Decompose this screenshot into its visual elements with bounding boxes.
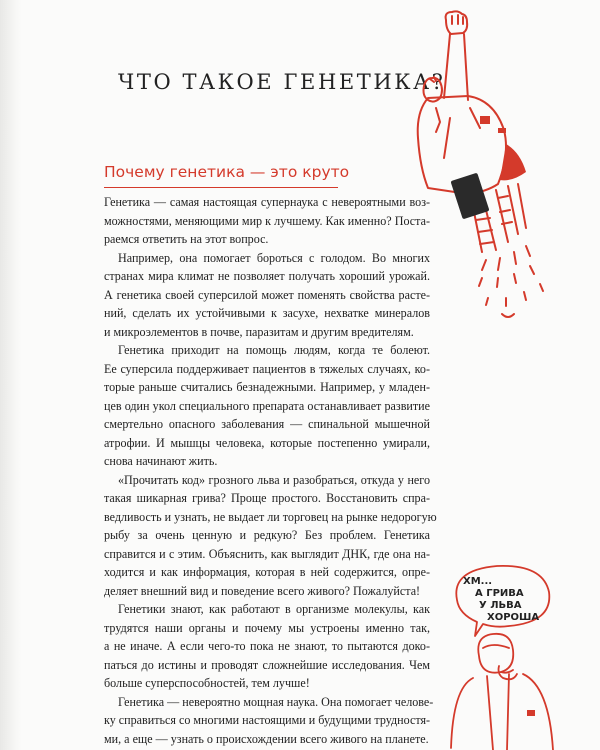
body-paragraph [104, 249, 430, 342]
thinking-man-illustration [443, 560, 568, 750]
text-line: Ее суперсила поддерживает пациентов в тяжелых случаях, ко- [104, 361, 430, 376]
text-line: ходится и как информация, которая в ней содержится, опре- [104, 565, 430, 579]
text-line: справится и с этим. Объяснить, как выглядит ДНК, где она на- [104, 546, 430, 561]
text-line: ний, сделать их устойчивыми к засухе, нехватке минералов [104, 306, 430, 320]
page-title: ЧТО ТАКОЕ ГЕНЕТИКА? [118, 70, 446, 94]
text-line: больше суперспособностей, тем лучше! [104, 676, 310, 690]
text-line: Генетика — самая настоящая супернаука с невероятными воз- [104, 195, 430, 209]
body-paragraph [104, 193, 430, 249]
heading-underline [104, 187, 338, 188]
text-line: атрофии. И мышцы человека, которые постепенно умирали, [104, 435, 430, 450]
text-line: а не иначе. А если чего-то пока не знают, то пытаются доко- [104, 639, 430, 653]
svg-text:А ГРИВА: А ГРИВА [475, 588, 524, 599]
text-line: ми, а еще — узнать о происхождении всего живого на планете. [104, 731, 429, 746]
text-line: цев один укол специального препарата останавливает развитие [104, 398, 430, 413]
text-line: и микроэлементов в почве, паразитам и другим вредителям. [104, 324, 414, 339]
body-paragraph [104, 471, 437, 601]
text-line: можностями, меняющими мир к лучшему. Как именно? Поста- [104, 213, 430, 228]
body-paragraph [104, 693, 434, 749]
text-line: снова начинают жить. [104, 454, 218, 468]
body-paragraph [104, 341, 430, 471]
svg-text:У ЛЬВА: У ЛЬВА [479, 600, 522, 611]
text-line: деляет внешний вид и поведение всего живого? Пожалуйста! [104, 583, 421, 598]
section-heading: Почему генетика — это круто [104, 163, 350, 181]
flying-geneticist-illustration [410, 8, 560, 328]
text-line: раемся ответить на этот вопрос. [104, 232, 269, 246]
page-spine-shadow [0, 0, 22, 750]
text-line: странах мира климат не позволяет получать хороший урожай. [104, 269, 430, 283]
text-line: Генетика приходит на помощь людям, когда те болеют. [118, 343, 430, 357]
text-line: А генетика своей суперсилой может поменять свойства расте- [104, 287, 430, 302]
text-line: Например, она помогает бороться с голодом. Во многих [118, 250, 430, 265]
text-line: Генетика — невероятно мощная наука. Она помогает челове- [118, 694, 434, 709]
text-line: смертельно опасного заболевания — спинальной мышечной [104, 417, 430, 431]
text-line: трудятся наши органы и почему мы устроены именно так, [104, 620, 430, 635]
body-paragraph [104, 600, 430, 693]
text-line: торые раньше считались безнадежными. Например, у младен- [104, 380, 430, 394]
text-line: рыбу за очень ценную и редкую? Без проблем. Генетика [104, 528, 430, 542]
text-line: Генетики знают, как работают в организме молекулы, как [118, 602, 430, 616]
text-line: ку справиться со многими настоящими и будущими трудностя- [104, 713, 431, 727]
speech-bubble-text [463, 576, 539, 623]
text-line: такая шикарная грива? Проще простого. Восстановить спра- [104, 491, 430, 505]
text-line: паться до истины и проводят сложнейшие исследования. Чем [104, 657, 430, 672]
text-line: «Прочитать код» грозного льва и разобраться, откуда у него [118, 472, 430, 487]
text-line: ведливость и узнать, не выдает ли торговец на рынке недорогую [104, 509, 437, 524]
svg-text:ХОРОША: ХОРОША [487, 612, 540, 623]
body-text [104, 193, 437, 748]
svg-text:ХМ...: ХМ... [463, 576, 493, 587]
